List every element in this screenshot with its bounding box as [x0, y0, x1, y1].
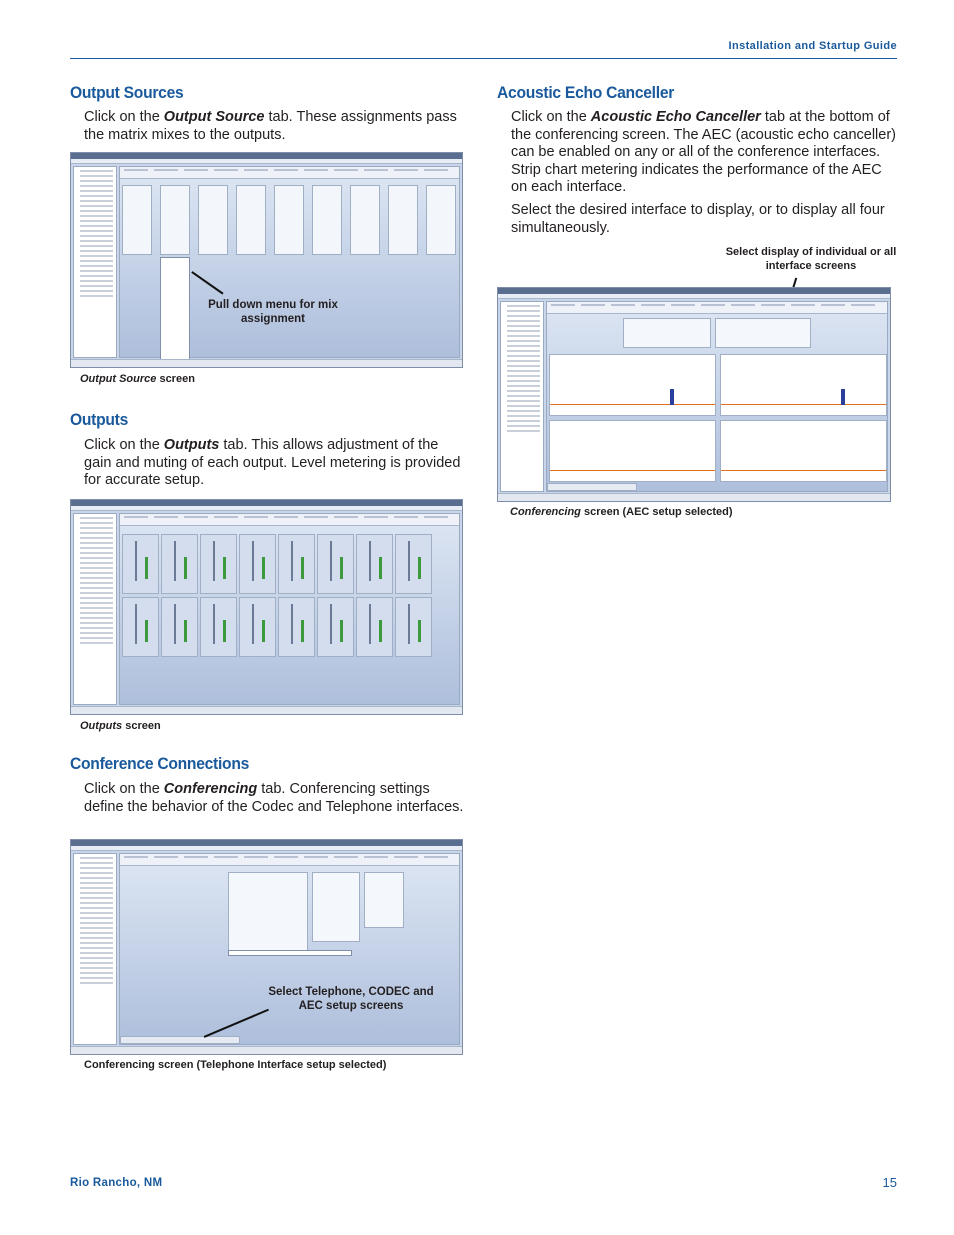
conference-connections-heading: Conference Connections [70, 754, 250, 773]
outputs-caption: Outputs screen [80, 720, 161, 732]
header-rule [70, 58, 897, 59]
conferencing-telephone-screenshot [70, 839, 463, 1055]
footer-location: Rio Rancho, NM [70, 1177, 163, 1189]
outputs-heading: Outputs [70, 410, 129, 429]
outputs-screenshot [70, 499, 463, 715]
output-sources-heading: Output Sources [70, 83, 184, 102]
telephone-codec-aec-callout: Select Telephone, CODEC and AEC setup screens [268, 986, 434, 1012]
conferencing-aec-screenshot [497, 287, 891, 502]
running-header: Installation and Startup Guide [728, 40, 897, 52]
output-source-screenshot [70, 152, 463, 368]
conferencing-telephone-caption: Conferencing screen (Telephone Interface setup selected) [84, 1059, 387, 1071]
conferencing-aec-caption: Conferencing screen (AEC setup selected) [510, 506, 733, 518]
acoustic-echo-canceller-heading: Acoustic Echo Canceller [497, 83, 675, 102]
page-number: 15 [882, 1175, 897, 1190]
outputs-body: Click on the Outputs tab. This allows adjustment of the gain and muting of each output. Level metering is provided for accurate setup. [84, 437, 461, 488]
output-sources-body: Click on the Output Source tab. These assignments pass the matrix mixes to the outputs. [84, 109, 457, 143]
aec-body-1: Click on the Acoustic Echo Canceller tab at the bottom of the conferencing screen. The AEC (acoustic echo canceller) can be enabled on any or all of the conference interfaces. Strip chart metering indicates the performance of the AEC on each interface. [511, 109, 896, 195]
conference-connections-body: Click on the Conferencing tab. Conferencing settings define the behavior of the Codec and Telephone interfaces. [84, 781, 464, 815]
interface-display-callout: Select display of individual or all interface screens [725, 246, 897, 272]
pull-down-callout: Pull down menu for mix assignment [208, 299, 338, 325]
output-source-caption: Output Source screen [80, 373, 195, 385]
aec-body-2: Select the desired interface to display, or to display all four simultaneously. [511, 202, 885, 236]
